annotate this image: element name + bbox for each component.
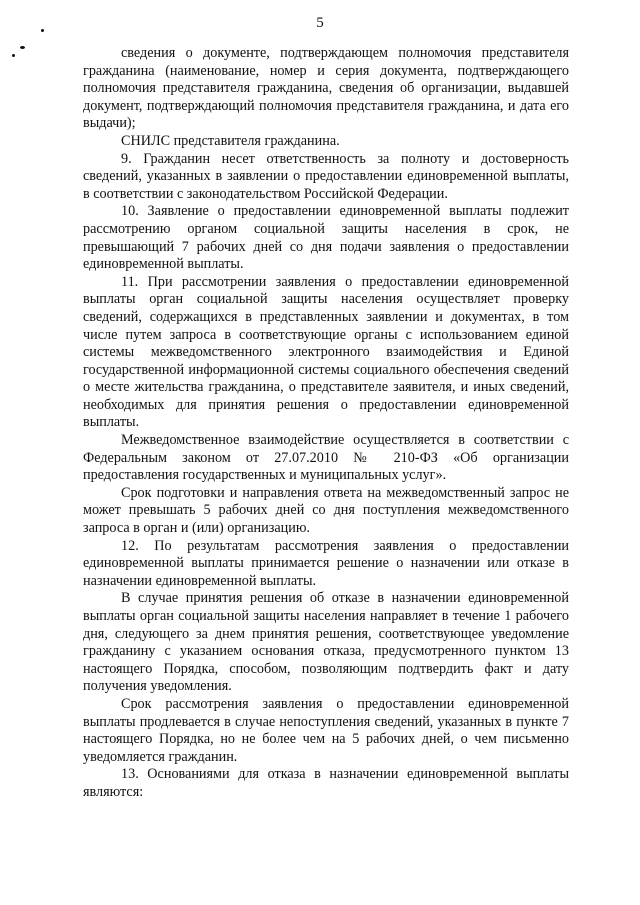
paragraph-interagency-interaction: Межведомственное взаимодействие осуществляется в соответствии с Федеральным законом от 27.07.2010 № 210-ФЗ «Об организации предоставления государственных и муниципальных услуг».	[83, 432, 569, 484]
paragraph-item-11: 11. При рассмотрении заявления о предоставлении единовременной выплаты орган социальной защиты населения осуществляет проверку сведений, содержащихся в представленных заявлении и документах, в том числе путем запроса в соответствующие органы с использованием единой системы межведомственного электронного взаимодействия и Единой государственной информационной системы социального обеспечения сведений о месте жительства гражданина, о представителе заявителя, и иных сведений, необходимых для принятия решения о предоставлении единовременной выплаты.	[83, 273, 569, 431]
paragraph-refusal-notification: В случае принятия решения об отказе в назначении единовременной выплаты орган социальной защиты населения направляет в течение 1 рабочего дня, следующего за днем принятия решения, соответствующее уведомление гражданину с указанием основания отказа, предусмотренного пунктом 13 настоящего Порядка, способом, позволяющим подтвердить факт и дату получения уведомления.	[83, 590, 569, 695]
scan-speck	[20, 46, 25, 49]
paragraph-item-13: 13. Основаниями для отказа в назначении единовременной выплаты являются:	[83, 766, 569, 800]
paragraph-item-9: 9. Гражданин несет ответственность за полноту и достоверность сведений, указанных в заявлении о предоставлении единовременной выплаты, в соответствии с законодательством Российской Федерации.	[83, 150, 569, 202]
document-body	[83, 45, 569, 802]
paragraph-interagency-deadline: Срок подготовки и направления ответа на межведомственный запрос не может превышать 5 рабочих дней со дня поступления межведомственного запроса в орган и (или) организацию.	[83, 484, 569, 537]
scan-speck	[12, 54, 15, 57]
page-number: 5	[316, 15, 324, 31]
paragraph-item-12: 12. По результатам рассмотрения заявления о предоставлении единовременной выплаты принимается решение о назначении или отказе в назначении единовременной выплаты.	[83, 537, 569, 589]
paragraph-item-10: 10. Заявление о предоставлении единовременной выплаты подлежит рассмотрению органом социальной защиты населения в срок, не превышающий 7 рабочих дней со дня подачи заявления о предоставлении единовременной выплаты.	[83, 203, 569, 273]
paragraph-representative-document: сведения о документе, подтверждающем полномочия представителя гражданина (наименование, номер и серия документа, подтверждающего полномочия представителя гражданина, сведения об организации, выдавшей документ, подтверждающий полномочия представителя гражданина, и дата его выдачи);	[83, 45, 569, 132]
paragraph-review-extension: Срок рассмотрения заявления о предоставлении единовременной выплаты продлевается в случае непоступления сведений, указанных в пункте 7 настоящего Порядка, но не более чем на 5 рабочих дней, о чем письменно уведомляется гражданин.	[83, 695, 569, 765]
paragraph-representative-snils: СНИЛС представителя гражданина.	[121, 132, 340, 149]
